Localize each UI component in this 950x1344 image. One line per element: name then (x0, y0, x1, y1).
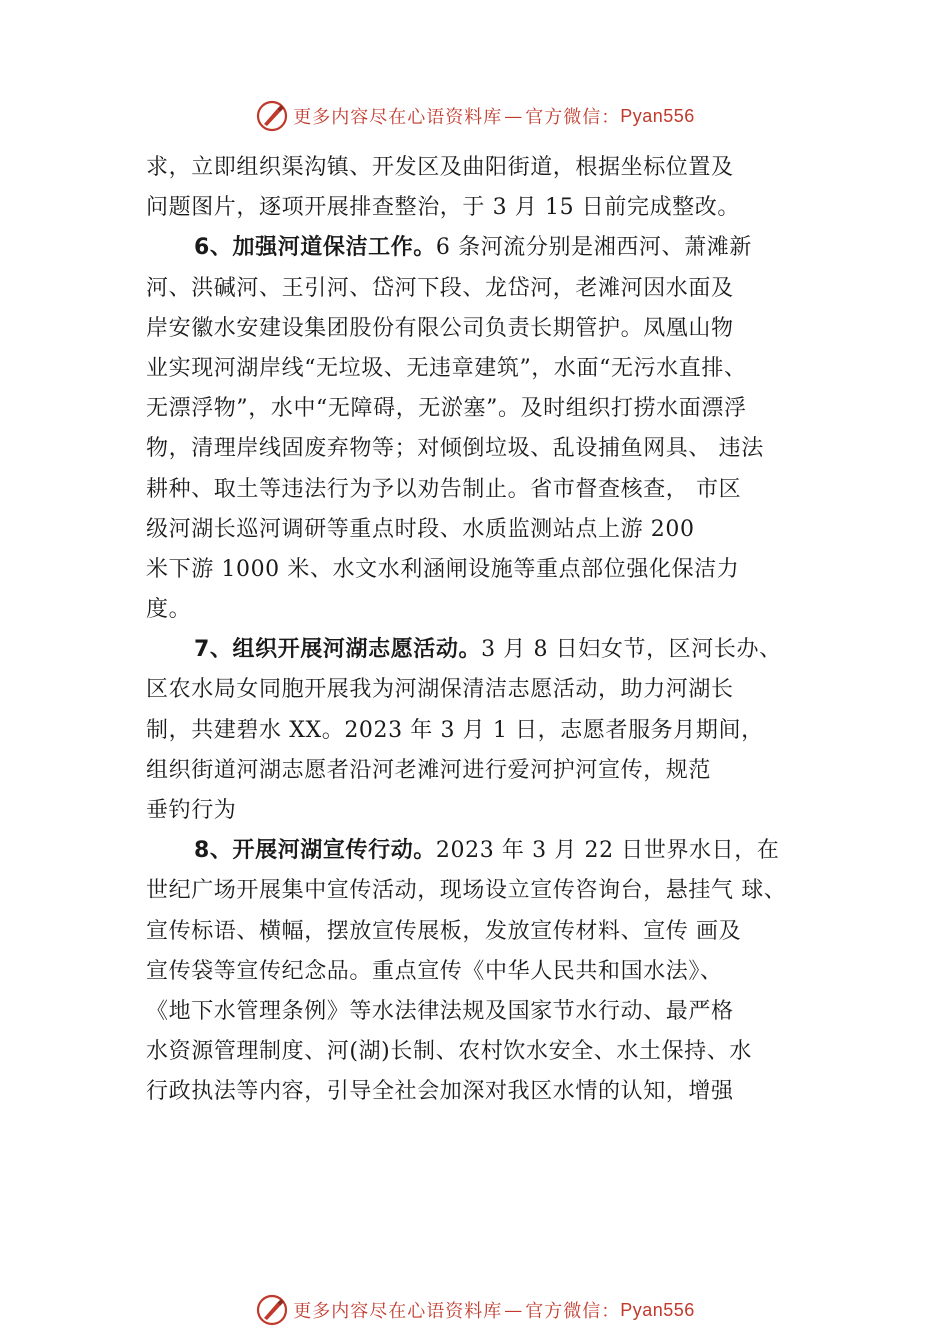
watermark-main-text: 更多内容尽在心语资料库 (293, 107, 503, 128)
text-line: 《地下水管理条例》等水法律法规及国家节水行动、最严格 (146, 998, 734, 1024)
text-line: 耕种、取土等违法行为予以劝告制止。省市督查核查， 市区 (146, 476, 742, 502)
section-heading-line (146, 831, 846, 871)
watermark-side-text: 官方微信： (525, 107, 621, 128)
document-body (146, 148, 846, 1113)
watermark-dash: — (504, 1299, 524, 1321)
text-line: 世纪广场开展集中宣传活动，现场设立宣传咨询台，悬挂气 球、 (146, 878, 787, 904)
text-line: 制，共建碧水 XX。2023 年 3 月 1 日，志愿者服务月期间， (146, 717, 764, 743)
text-line: 度。 (146, 597, 192, 623)
text-line: 河、洪碱河、王引河、岱河下段、龙岱河，老滩河因水面及 (146, 275, 734, 301)
watermark-wechat-id: Pyan556 (620, 1299, 695, 1320)
section-heading-line (146, 228, 846, 268)
section-heading: 7、组织开展河湖志愿活动。 (194, 637, 482, 663)
footer-watermark (0, 1290, 950, 1330)
text-line: 业实现河湖岸线“无垃圾、无违章建筑”，水面“无污水直排、 (146, 355, 747, 381)
section-heading: 6、加强河道保洁工作。 (194, 235, 436, 261)
section-heading-line (146, 630, 846, 670)
text-line: 岸安徽水安建设集团股份有限公司负责长期管护。凤凰山物 (146, 315, 734, 341)
watermark-wechat-id: Pyan556 (620, 105, 695, 126)
section-text: 2023 年 3 月 22 日世界水日，在 (435, 838, 780, 864)
text-line: 求，立即组织渠沟镇、开发区及曲阳街道，根据坐标位置及 (146, 155, 734, 180)
text-line: 行政执法等内容，引导全社会加深对我区水情的认知，增强 (146, 1079, 734, 1105)
text-line: 宣传袋等宣传纪念品。重点宣传《中华人民共和国水法》、 (146, 958, 723, 984)
section-text: 3 月 8 日妇女节，区河长办、 (481, 637, 782, 663)
pen-seal-icon (255, 1293, 289, 1327)
text-line: 区农水局女同胞开展我为河湖保清洁志愿活动，助力河湖长 (146, 677, 734, 703)
text-line: 水资源管理制度、河(湖)长制、农村饮水安全、水土保持、水 (146, 1039, 752, 1065)
text-line: 组织街道河湖志愿者沿河老滩河进行爱河护河宣传，规范 (146, 757, 712, 783)
header-watermark (0, 96, 950, 136)
text-line: 米下游 1000 米、水文水利涵闸设施等重点部位强化保洁力 (146, 556, 740, 582)
watermark-dash: — (504, 105, 524, 127)
text-line: 物，清理岸线固废弃物等；对倾倒垃圾、乱设捕鱼网具、 违法 (146, 436, 764, 462)
watermark-side-text: 官方微信： (525, 1301, 621, 1322)
pen-seal-icon (255, 99, 289, 133)
text-line: 级河湖长巡河调研等重点时段、水质监测站点上游 200 (146, 516, 695, 542)
watermark-main-text: 更多内容尽在心语资料库 (293, 1301, 503, 1322)
section-text: 6 条河流分别是湘西河、萧滩新 (435, 235, 752, 261)
text-line: 问题图片，逐项开展排查整治，于 3 月 15 日前完成整改。 (146, 195, 740, 221)
text-line: 垂钓行为 (146, 798, 237, 823)
section-heading: 8、开展河湖宣传行动。 (194, 838, 436, 864)
text-line: 宣传标语、横幅，摆放宣传展板，发放宣传材料、宣传 画及 (146, 918, 742, 944)
text-line: 无漂浮物”，水中“无障碍，无淤塞”。及时组织打捞水面漂浮 (146, 396, 747, 422)
